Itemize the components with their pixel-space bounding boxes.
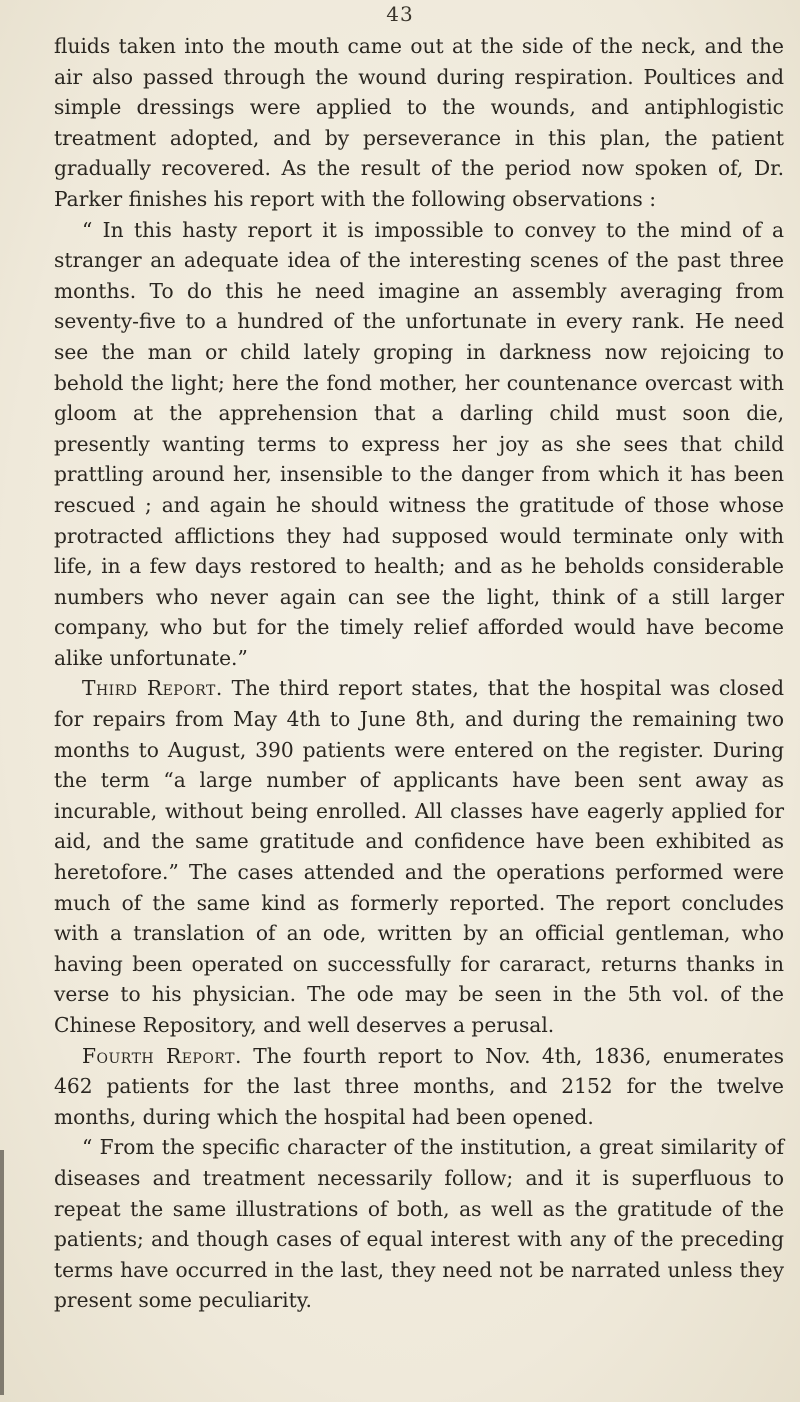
- body-text: [54, 31, 784, 1316]
- paragraph-similarity-quote: “ From the specific character of the institution, a great similarity of diseases and treatment necessarily follow; and it is superfluous to repeat the same illustrations of both, as well as the gratitude of the patients; and though cases of equal interest with any of the preceding terms have occurred in the last, they need not be narrated unless they present some peculiarity.: [54, 1135, 784, 1313]
- page-number: 43: [386, 2, 414, 26]
- fourth-report-text: The fourth report to Nov. 4th, 1836, enumerates 462 patients for the last three months, and 2152 for the twelve months, during which the hospital had been opened.: [54, 1043, 784, 1129]
- binding-shadow: [0, 1150, 4, 1395]
- third-report-heading: Third Report.: [82, 676, 223, 701]
- paragraph-third-report: [54, 673, 784, 1040]
- paragraph-parker-quote: “ In this hasty report it is impossible to convey to the mind of a stranger an adequate idea of the interesting scenes of the past three months. To do this he need imagine an assembly averaging from seventy-five to a hundred of the unfortunate in every rank. He need see the man or child lately groping in darkness now rejoicing to behold the light; here the fond mother, her countenance overcast with gloom at the apprehension that a darling child must soon die, presently wanting terms to express her joy as she sees that child prattling around her, insensible to the danger from which it has been rescued ; and again he should witness the gratitude of those whose protracted afflictions they had supposed would terminate only with life, in a few days restored to health; and as he beholds considerable numbers who never again can see the light, think of a still larger company, who but for the timely relief afforded would have become alike unfortunate.”: [54, 217, 784, 670]
- fourth-report-heading: Fourth Report.: [82, 1043, 242, 1068]
- paragraph-case-outcome: fluids taken into the mouth came out at the side of the neck, and the air also passed through the wound during respiration. Poultices and simple dressings were applied to the wounds, and antiphlogistic treatment adopted, and by perseverance in this plan, the patient gradually recovered. As the result of the period now spoken of, Dr. Parker finishes his report with the following observations :: [54, 34, 784, 211]
- third-report-text: The third report states, that the hospital was closed for repairs from May 4th to June 8th, and during the remaining two months to August, 390 patients were entered on the register. During the term “a large number of applicants have been sent away as incurable, without being enrolled. All classes have eagerly applied for aid, and the same gratitude and confidence have been exhibited as heretofore.” The cases attended and the operations performed were much of the same kind as formerly reported. The report concludes with a translation of an ode, written by an official gentleman, who having been operated on successfully for cararact, returns thanks in verse to his physician. The ode may be seen in the 5th vol. of the Chinese Repository, and well deserves a perusal.: [54, 676, 784, 1037]
- paragraph-fourth-report: [54, 1041, 784, 1133]
